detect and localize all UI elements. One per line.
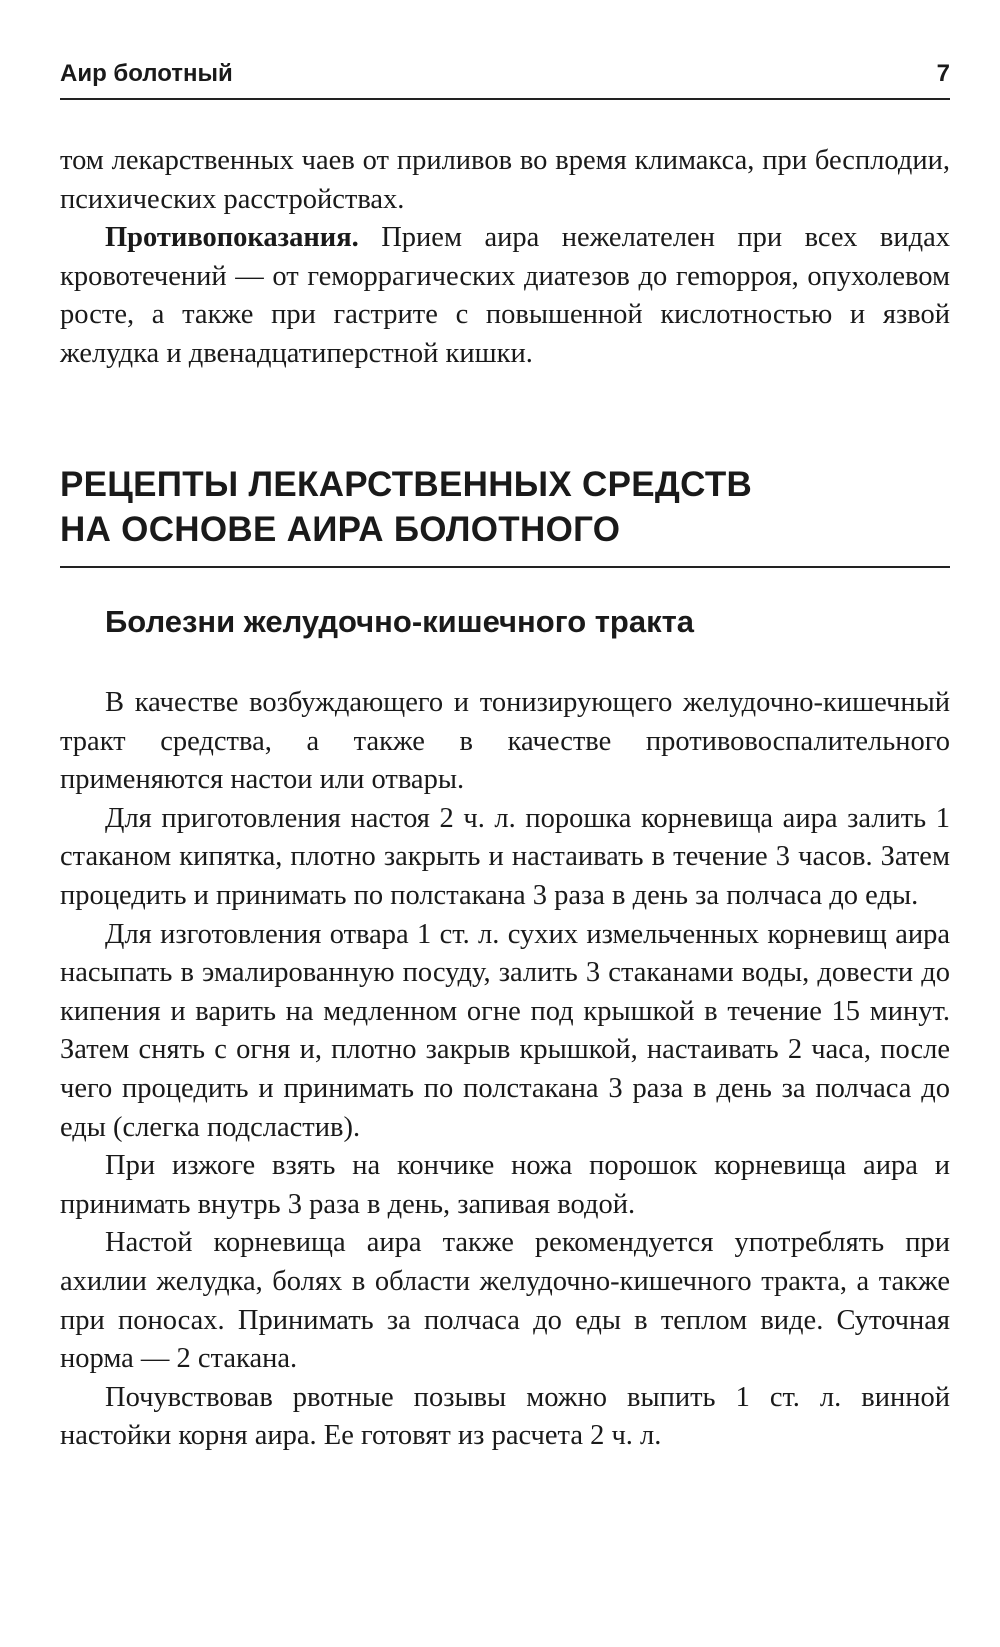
- intro-block: [60, 142, 950, 374]
- contraindications-text: Прием аира нежелателен при всех видах кровотечений — от геморрагических диатезов до геmорроя, опухолевом росте, а также при гастрите с повышенной кислотностью и язвой желудка и двенадцатиперстной кишки.: [60, 222, 950, 369]
- contraindications-paragraph: [60, 219, 950, 373]
- section-heading-line-2: НА ОСНОВЕ АИРА БОЛОТНОГО: [60, 510, 621, 549]
- section-heading-line-1: РЕЦЕПТЫ ЛЕКАРСТВЕННЫХ СРЕДСТВ: [60, 465, 753, 504]
- paragraph-2: Для приготовления настоя 2 ч. л. порошка корневища аира залить 1 стаканом кипятка, плотно закрыть и настаивать в течение 3 часов. Затем процедить и принимать по полстакана 3 раза в день за полчаса до еды.: [60, 802, 950, 911]
- paragraph-6: Почувствовав рвотные позывы можно выпить 1 ст. л. винной настойки корня аира. Ее готовят из расчета 2 ч. л.: [60, 1381, 950, 1452]
- paragraph-4: При изжоге взять на кончике ножа порошок корневища аира и принимать внутрь 3 раза в день, запивая водой.: [60, 1150, 950, 1220]
- paragraph-3: Для изготовления отвара 1 ст. л. сухих измельченных корневищ аира насыпать в эмалированную посуду, залить 3 стаканами воды, довести до кипения и варить на медленном огне под крышкой в течение 15 минут. Затем снять с огня и, плотно закрыв крышкой, настаивать 2 часа, после чего процедить и принимать по полстакана 3 раза в день за полчаса до еды (слегка подсластив).: [60, 918, 950, 1143]
- page-number: 7: [936, 60, 950, 87]
- running-title: Аир болотный: [60, 60, 233, 87]
- section-heading: [60, 462, 950, 568]
- paragraph-1: В качестве возбуждающего и тонизирующего желудочно-кишечный тракт средства, а также в качестве противовоспалительного применяются настои или отвары.: [60, 687, 950, 796]
- paragraph-5: Настой корневища аира также рекомендуется употреблять при ахилии желудка, болях в области желудочно-кишечного тракта, а также при поносах. Принимать за полчаса до еды в теплом виде. Суточная норма — 2 стакана.: [60, 1227, 950, 1375]
- running-header: [60, 58, 950, 100]
- continuation-paragraph: том лекарственных чаев от приливов во время климакса, при бесплодии, психических расстройствах.: [60, 145, 950, 215]
- subsection-heading: Болезни желудочно-кишечного тракта: [105, 604, 695, 639]
- book-page: [60, 0, 950, 1647]
- recipes-text: [60, 684, 950, 1456]
- contraindications-label: Противопоказания.: [105, 222, 359, 254]
